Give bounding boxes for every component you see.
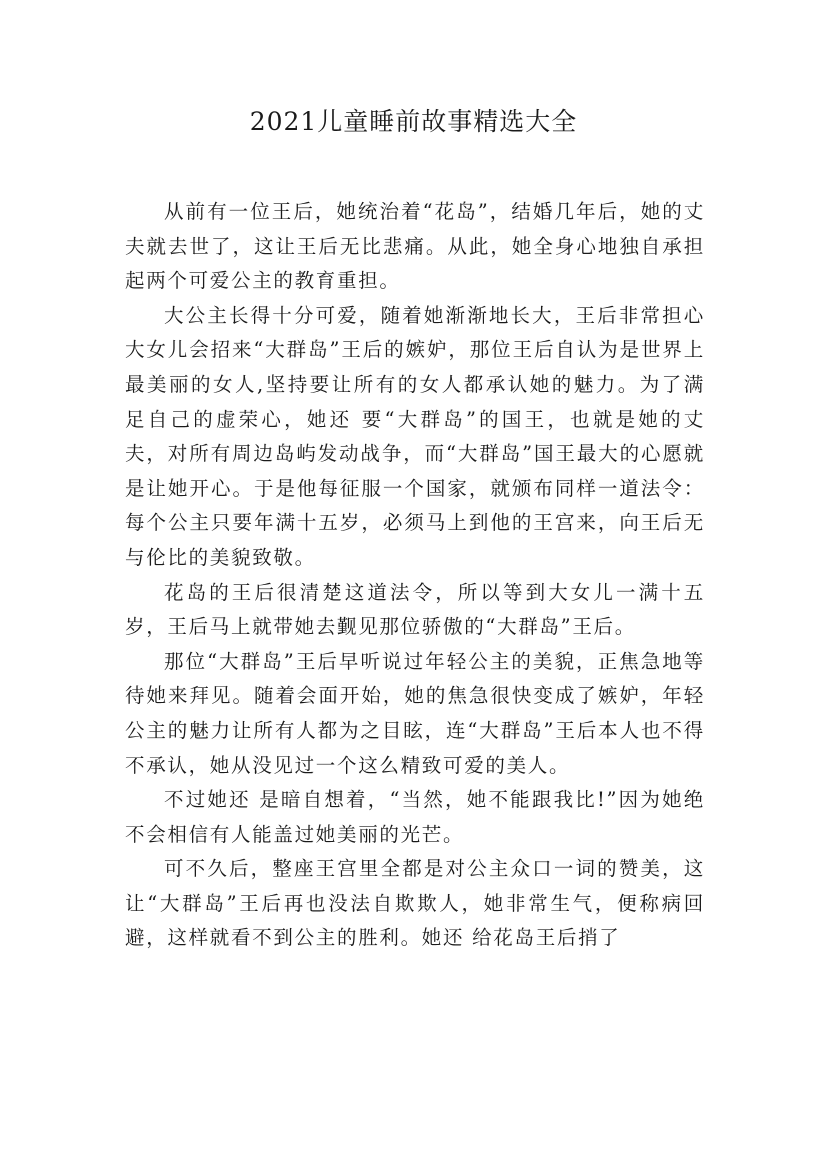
paragraph-5: 不过她还 是暗自想着，“当然，她不能跟我比!”因为她绝不会相信有人能盖过她美丽的光芒。 bbox=[125, 788, 705, 846]
document-body bbox=[125, 195, 705, 956]
paragraph-4: 那位“大群岛”王后早听说过年轻公主的美貌，正焦急地等待她来拜见。随着会面开始，她的焦急很快变成了嫉妒，年轻公主的魅力让所有人都为之目眩，连“大群岛”王后本人也不得不承认，她从没见过一个这么精致可爱的美人。 bbox=[125, 649, 705, 777]
paragraph-1: 从前有一位王后，她统治着“花岛”，结婚几年后，她的丈夫就去世了，这让王后无比悲痛。从此，她全身心地独自承担起两个可爱公主的教育重担。 bbox=[125, 200, 705, 293]
paragraph-3: 花岛的王后很清楚这道法令，所以等到大女儿一满十五岁，王后马上就带她去觐见那位骄傲的“大群岛”王后。 bbox=[125, 580, 705, 639]
paragraph-2: 大公主长得十分可爱，随着她渐渐地长大，王后非常担心大女儿会招来“大群岛”王后的嫉妒，那位王后自认为是世界上最美丽的女人,坚持要让所有的女人都承认她的魅力。为了满足自己的虚荣心，她还 要“大群岛”的国王，也就是她的丈夫，对所有周边岛屿发动战争，而“大群岛”国王最大的心愿就是让她开心。于是他每征服一个国家，就颁布同样一道法令：每个公主只要年满十五岁，必须马上到他的王宫来，向王后无与伦比的美貌致敬。 bbox=[125, 303, 705, 569]
paragraph-6: 可不久后，整座王宫里全都是对公主众口一词的赞美，这让“大群岛”王后再也没法自欺欺人，她非常生气，便称病回避，这样就看不到公主的胜利。她还 给花岛王后捎了 bbox=[125, 857, 705, 950]
document-title: 2021儿童睡前故事精选大全 bbox=[249, 107, 578, 136]
